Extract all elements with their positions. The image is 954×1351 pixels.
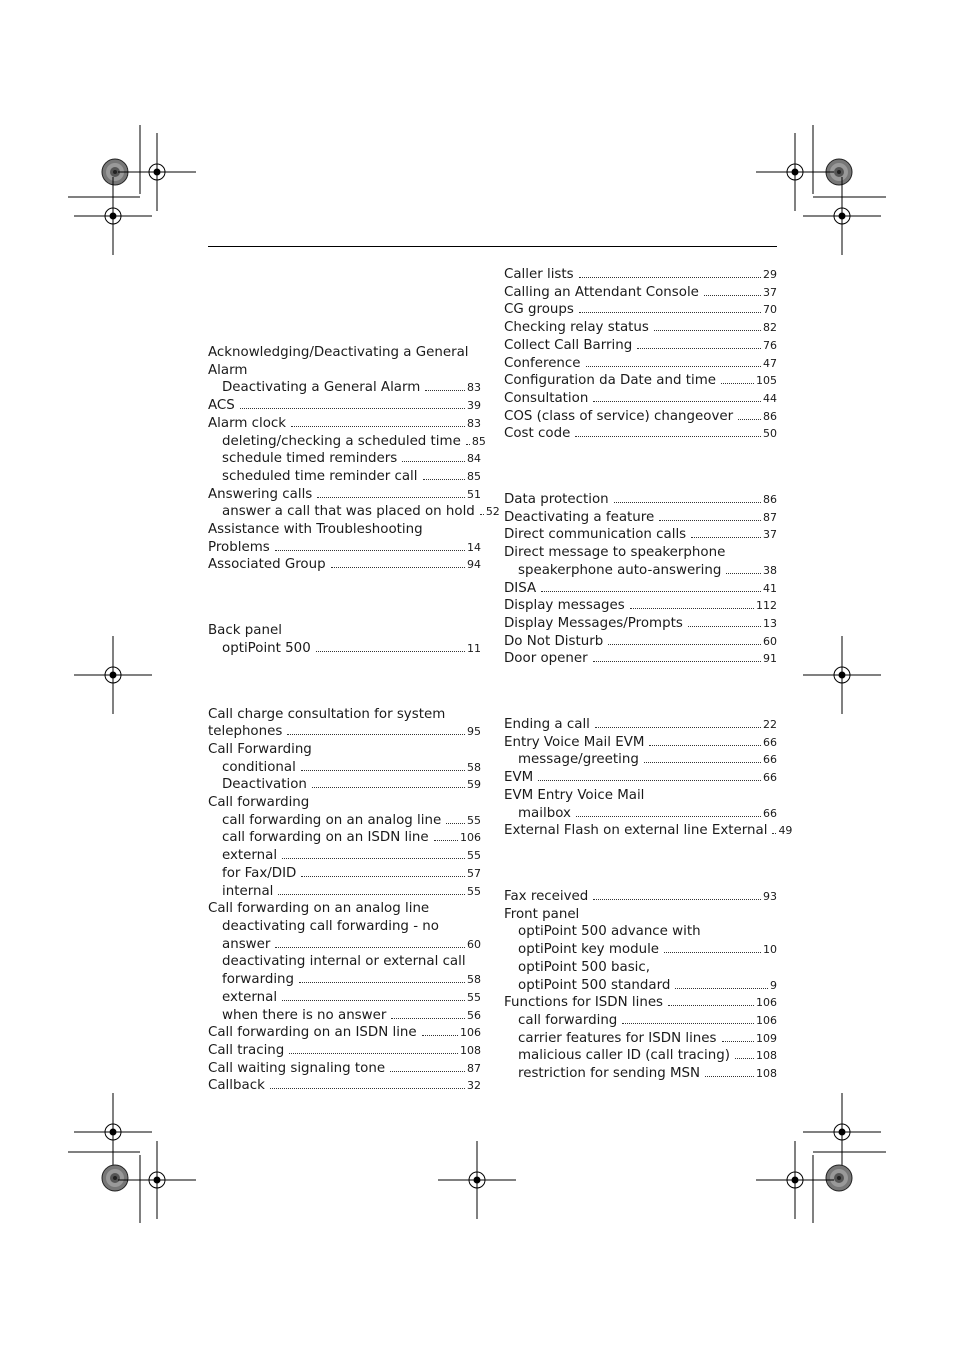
index-entry bbox=[208, 794, 481, 812]
registration-crosshair bbox=[74, 636, 152, 714]
page-number: 66 bbox=[763, 735, 777, 749]
index-entry bbox=[504, 1012, 777, 1030]
dot-leader bbox=[575, 436, 761, 437]
dot-leader bbox=[688, 626, 761, 627]
page-number: 105 bbox=[756, 374, 777, 388]
index-entry-label: optiPoint 500 standard bbox=[518, 977, 671, 993]
index-entry-label: external bbox=[222, 848, 278, 864]
dot-leader bbox=[275, 550, 465, 551]
index-entry-label: CG groups bbox=[504, 302, 574, 318]
page-number: 91 bbox=[763, 652, 777, 666]
index-entry-label: Call forwarding bbox=[208, 795, 310, 811]
page-number: 66 bbox=[763, 771, 777, 785]
index-entry-label: Back panel bbox=[208, 623, 282, 639]
dot-leader bbox=[275, 947, 465, 948]
index-entry-label: EVM Entry Voice Mail bbox=[504, 787, 645, 803]
index-entry-label: call forwarding on an ISDN line bbox=[222, 830, 429, 846]
index-entry bbox=[208, 433, 486, 451]
page-number: 87 bbox=[467, 1061, 481, 1075]
index-letter-group bbox=[208, 706, 481, 1095]
index-entry bbox=[504, 787, 777, 805]
dot-leader bbox=[579, 277, 761, 278]
dot-leader bbox=[289, 1053, 458, 1054]
index-entry bbox=[504, 941, 777, 959]
index-entry-label: optiPoint 500 advance with bbox=[518, 924, 701, 940]
page-number: 86 bbox=[763, 409, 777, 423]
page-number: 70 bbox=[763, 303, 777, 317]
page-number: 76 bbox=[763, 338, 777, 352]
page-number: 106 bbox=[460, 1026, 481, 1040]
index-entry bbox=[504, 372, 777, 390]
dot-leader bbox=[586, 366, 761, 367]
index-column-left bbox=[208, 344, 500, 1095]
index-entry-label: Call waiting signaling tone bbox=[208, 1060, 386, 1076]
index-entry-label: Direct communication calls bbox=[504, 527, 687, 543]
page-number: 112 bbox=[756, 599, 777, 613]
index-entry bbox=[504, 977, 777, 995]
index-letter-group bbox=[504, 266, 777, 443]
page-number: 38 bbox=[763, 563, 777, 577]
index-entry bbox=[208, 521, 481, 539]
index-entry-label: Deactivating a General Alarm bbox=[222, 380, 421, 396]
index-entry-label: Alarm clock bbox=[208, 415, 287, 431]
dot-leader bbox=[576, 816, 761, 817]
index-entry bbox=[208, 741, 481, 759]
index-entry-label: conditional bbox=[222, 759, 296, 775]
index-entry-label: Answering calls bbox=[208, 486, 313, 502]
dot-leader bbox=[659, 520, 761, 521]
index-entry-label: Entry Voice Mail EVM bbox=[504, 734, 645, 750]
dot-leader bbox=[738, 419, 761, 420]
index-entry-label: Call forwarding on an analog line bbox=[208, 901, 430, 917]
page-number: 58 bbox=[467, 973, 481, 987]
page-number: 57 bbox=[467, 866, 481, 880]
index-entry-label: Deactivation bbox=[222, 777, 307, 793]
index-entry-label: ACS bbox=[208, 398, 235, 414]
dot-leader bbox=[579, 312, 761, 313]
registration-crosshair bbox=[756, 133, 834, 211]
index-entry-label: External Flash on external line External bbox=[504, 823, 768, 839]
index-entry bbox=[208, 1077, 481, 1095]
page-number: 41 bbox=[763, 581, 777, 595]
index-entry-label: restriction for sending MSN bbox=[518, 1066, 701, 1082]
index-entry bbox=[208, 847, 481, 865]
page-number: 84 bbox=[467, 452, 481, 466]
page-number: 10 bbox=[763, 943, 777, 957]
index-entry-label: scheduled time reminder call bbox=[222, 468, 418, 484]
index-entry-label: external bbox=[222, 989, 278, 1005]
index-entry bbox=[504, 355, 777, 373]
index-entry-label: Acknowledging/Deactivating a General bbox=[208, 345, 469, 360]
dot-leader bbox=[595, 727, 761, 728]
index-entry-label: Checking relay status bbox=[504, 320, 649, 336]
page-number: 82 bbox=[763, 321, 777, 335]
index-entry bbox=[504, 888, 777, 906]
index-letter-group bbox=[504, 716, 793, 840]
page-number: 85 bbox=[467, 469, 481, 483]
index-entry-label: telephones bbox=[208, 724, 283, 740]
index-entry bbox=[208, 706, 481, 724]
dot-leader bbox=[654, 330, 761, 331]
dot-leader bbox=[466, 444, 470, 445]
index-entry-label: Data protection bbox=[504, 492, 609, 508]
index-entry-label: Do Not Disturb bbox=[504, 633, 604, 649]
index-entry bbox=[504, 562, 777, 580]
index-entry bbox=[504, 1047, 777, 1065]
index-entry-label: Callback bbox=[208, 1078, 265, 1094]
page-number: 9 bbox=[770, 978, 777, 992]
index-entry bbox=[504, 734, 777, 752]
index-letter-group bbox=[208, 622, 481, 657]
page-number: 86 bbox=[763, 493, 777, 507]
dot-leader bbox=[480, 514, 484, 515]
dot-leader bbox=[668, 1005, 754, 1006]
index-entry-label: for Fax/DID bbox=[222, 865, 297, 881]
page-number: 93 bbox=[763, 889, 777, 903]
index-entry bbox=[208, 971, 481, 989]
index-entry-label: message/greeting bbox=[518, 752, 639, 768]
index-entry-label: Display messages bbox=[504, 598, 625, 614]
index-entry-label: Call Forwarding bbox=[208, 741, 312, 757]
index-entry bbox=[208, 900, 481, 918]
dot-leader bbox=[630, 608, 754, 609]
index-entry bbox=[208, 953, 481, 971]
dot-leader bbox=[240, 408, 465, 409]
index-entry bbox=[208, 344, 481, 362]
index-entry bbox=[208, 486, 481, 504]
color-calibration-target bbox=[826, 1165, 852, 1191]
registration-crosshair bbox=[803, 1093, 881, 1171]
index-entry-label: answer a call that was placed on hold bbox=[222, 504, 475, 520]
dot-leader bbox=[425, 390, 465, 391]
index-entry bbox=[208, 776, 481, 794]
index-entry bbox=[208, 829, 481, 847]
index-entry-label: COS (class of service) changeover bbox=[504, 408, 734, 424]
dot-leader bbox=[446, 823, 465, 824]
index-entry bbox=[208, 936, 481, 954]
index-entry-label: malicious caller ID (call tracing) bbox=[518, 1048, 730, 1064]
index-entry bbox=[504, 491, 777, 509]
registration-crosshair bbox=[756, 1141, 834, 1219]
page-number: 52 bbox=[485, 505, 500, 519]
page-number: 108 bbox=[460, 1043, 481, 1057]
index-entry-label: Assistance with Troubleshooting bbox=[208, 522, 423, 538]
index-entry bbox=[208, 539, 481, 557]
dot-leader bbox=[391, 1018, 465, 1019]
page-number: 83 bbox=[467, 381, 481, 395]
registration-crosshair bbox=[118, 133, 196, 211]
index-entry bbox=[208, 723, 481, 741]
dot-leader bbox=[721, 383, 754, 384]
page-number: 13 bbox=[763, 616, 777, 630]
dot-leader bbox=[538, 780, 761, 781]
index-entry-label: Consultation bbox=[504, 390, 589, 406]
dot-leader bbox=[593, 401, 761, 402]
index-entry bbox=[208, 989, 481, 1007]
dot-leader bbox=[608, 644, 761, 645]
dot-leader bbox=[772, 833, 776, 834]
index-entry-label: call forwarding on an analog line bbox=[222, 812, 442, 828]
index-entry-label: Problems bbox=[208, 539, 270, 555]
index-entry bbox=[208, 1060, 481, 1078]
index-entry bbox=[208, 1007, 481, 1025]
page-number: 87 bbox=[763, 510, 777, 524]
page-number: 60 bbox=[467, 937, 481, 951]
dot-leader bbox=[622, 1023, 754, 1024]
index-entry-label: Call charge consultation for system bbox=[208, 706, 446, 722]
page-number: 94 bbox=[467, 558, 481, 572]
index-entry-label: Cost code bbox=[504, 426, 571, 442]
dot-leader bbox=[593, 661, 761, 662]
dot-leader bbox=[434, 840, 458, 841]
page-number: 55 bbox=[467, 884, 481, 898]
registration-crosshair bbox=[803, 636, 881, 714]
index-entry-label: answer bbox=[222, 936, 271, 952]
dot-leader bbox=[316, 651, 465, 652]
index-entry bbox=[504, 650, 777, 668]
index-entry-label: Call tracing bbox=[208, 1042, 285, 1058]
index-entry-label: EVM bbox=[504, 770, 534, 786]
index-entry-label: Front panel bbox=[504, 906, 580, 922]
index-entry bbox=[504, 633, 777, 651]
index-entry bbox=[208, 812, 481, 830]
index-entry-label: optiPoint 500 basic, bbox=[518, 959, 651, 975]
index-entry-label: Caller lists bbox=[504, 267, 574, 282]
index-entry-label: mailbox bbox=[518, 805, 571, 821]
index-entry bbox=[504, 526, 777, 544]
page-number: 47 bbox=[763, 356, 777, 370]
page-number: 66 bbox=[763, 753, 777, 767]
page-number: 83 bbox=[467, 416, 481, 430]
page-number: 56 bbox=[467, 1008, 481, 1022]
dot-leader bbox=[390, 1071, 465, 1072]
index-entry-label: DISA bbox=[504, 580, 537, 596]
page-number: 39 bbox=[467, 399, 481, 413]
index-entry bbox=[504, 266, 777, 284]
dot-leader bbox=[704, 295, 761, 296]
index-entry bbox=[504, 390, 777, 408]
page-number: 55 bbox=[467, 990, 481, 1004]
index-entry-label: when there is no answer bbox=[222, 1007, 387, 1023]
page-number: 37 bbox=[763, 528, 777, 542]
dot-leader bbox=[301, 770, 465, 771]
index-entry bbox=[208, 622, 481, 640]
dot-leader bbox=[649, 745, 761, 746]
index-entry bbox=[504, 284, 777, 302]
index-entry-label: Alarm bbox=[208, 362, 248, 378]
index-entry bbox=[504, 1065, 777, 1083]
dot-leader bbox=[423, 479, 466, 480]
dot-leader bbox=[282, 1000, 465, 1001]
index-entry bbox=[504, 425, 777, 443]
index-entry-label: Direct message to speakerphone bbox=[504, 545, 726, 561]
page-number: 95 bbox=[467, 725, 481, 739]
page-number: 108 bbox=[756, 1067, 777, 1081]
dot-leader bbox=[637, 348, 761, 349]
index-letter-group bbox=[504, 491, 777, 668]
page-number: 29 bbox=[763, 268, 777, 281]
dot-leader bbox=[287, 734, 465, 735]
header-rule bbox=[208, 246, 777, 247]
page-number: 37 bbox=[763, 285, 777, 299]
index-entry bbox=[504, 923, 777, 941]
index-entry bbox=[208, 556, 481, 574]
page-number: 108 bbox=[756, 1049, 777, 1063]
page-number: 106 bbox=[460, 831, 481, 845]
dot-leader bbox=[317, 497, 465, 498]
index-entry bbox=[504, 751, 777, 769]
index-entry bbox=[208, 865, 481, 883]
index-entry bbox=[208, 1024, 481, 1042]
index-entry bbox=[504, 337, 777, 355]
index-entry-label: carrier features for ISDN lines bbox=[518, 1030, 717, 1046]
index-entry bbox=[504, 580, 777, 598]
dot-leader bbox=[664, 952, 761, 953]
index-entry bbox=[504, 544, 777, 562]
index-entry bbox=[504, 615, 777, 633]
index-entry bbox=[504, 906, 777, 924]
index-entry-label: Collect Call Barring bbox=[504, 337, 633, 353]
page-number: 60 bbox=[763, 634, 777, 648]
index-entry-label: Associated Group bbox=[208, 557, 326, 573]
index-entry bbox=[208, 362, 481, 380]
dot-leader bbox=[270, 1088, 465, 1089]
dot-leader bbox=[593, 899, 761, 900]
index-entry-label: forwarding bbox=[222, 972, 295, 988]
dot-leader bbox=[644, 762, 761, 763]
index-entry-label: Ending a call bbox=[504, 717, 590, 733]
index-entry-label: internal bbox=[222, 883, 274, 899]
index-entry-label: schedule timed reminders bbox=[222, 451, 398, 467]
page-number: 14 bbox=[467, 540, 481, 554]
color-calibration-target bbox=[102, 1165, 128, 1191]
index-entry-label: call forwarding bbox=[518, 1012, 618, 1028]
index-entry bbox=[504, 1030, 777, 1048]
index-entry-label: Calling an Attendant Console bbox=[504, 284, 699, 300]
dot-leader bbox=[331, 567, 465, 568]
index-entry bbox=[208, 415, 481, 433]
page-number: 11 bbox=[467, 641, 481, 655]
page-number: 55 bbox=[467, 849, 481, 863]
page-number: 44 bbox=[763, 391, 777, 405]
index-entry bbox=[504, 408, 777, 426]
index-entry bbox=[208, 450, 481, 468]
page-number: 32 bbox=[467, 1079, 481, 1093]
page-number: 106 bbox=[756, 1013, 777, 1027]
registration-crosshair bbox=[118, 1141, 196, 1219]
index-entry bbox=[504, 805, 777, 823]
index-entry-label: optiPoint key module bbox=[518, 942, 660, 958]
index-entry bbox=[504, 301, 777, 319]
index-entry bbox=[208, 468, 481, 486]
dot-leader bbox=[541, 591, 761, 592]
index-entry-label: Display Messages/Prompts bbox=[504, 615, 683, 631]
dot-leader bbox=[614, 502, 761, 503]
page-number: 55 bbox=[467, 813, 481, 827]
dot-leader bbox=[675, 988, 768, 989]
index-entry-label: Call forwarding on an ISDN line bbox=[208, 1025, 417, 1041]
index-entry-label: deactivating call forwarding - no bbox=[222, 918, 439, 934]
index-entry-label: Fax received bbox=[504, 888, 589, 904]
index-entry-label: deactivating internal or external call bbox=[222, 954, 466, 970]
dot-leader bbox=[291, 426, 465, 427]
index-entry bbox=[208, 1042, 481, 1060]
index-entry bbox=[504, 959, 777, 977]
index-entry bbox=[504, 509, 777, 527]
index-entry-label: Door opener bbox=[504, 651, 588, 667]
dot-leader bbox=[402, 461, 465, 462]
dot-leader bbox=[691, 537, 761, 538]
index-entry bbox=[504, 994, 777, 1012]
index-entry bbox=[504, 769, 777, 787]
index-entry bbox=[208, 397, 481, 415]
index-entry bbox=[504, 716, 777, 734]
dot-leader bbox=[722, 1041, 755, 1042]
page-number: 106 bbox=[756, 996, 777, 1010]
index-entry bbox=[504, 319, 777, 337]
index-entry bbox=[504, 822, 793, 840]
dot-leader bbox=[726, 573, 761, 574]
registration-crosshair bbox=[438, 1141, 516, 1219]
dot-leader bbox=[299, 982, 465, 983]
index-entry bbox=[504, 597, 777, 615]
index-entry bbox=[208, 640, 481, 658]
dot-leader bbox=[705, 1076, 754, 1077]
index-entry bbox=[208, 379, 481, 397]
page-number: 50 bbox=[763, 427, 777, 441]
index-entry-label: speakerphone auto-answering bbox=[518, 562, 722, 578]
index-entry bbox=[208, 503, 500, 521]
page-number: 85 bbox=[471, 434, 486, 448]
page-number: 49 bbox=[778, 824, 793, 838]
index-entry bbox=[208, 759, 481, 777]
page-number: 58 bbox=[467, 760, 481, 774]
dot-leader bbox=[422, 1035, 458, 1036]
dot-leader bbox=[278, 894, 465, 895]
dot-leader bbox=[282, 858, 465, 859]
page-number: 59 bbox=[467, 778, 481, 792]
index-entry-label: deleting/checking a scheduled time bbox=[222, 433, 461, 449]
page-number: 51 bbox=[467, 487, 481, 501]
registration-crosshair bbox=[803, 177, 881, 255]
dot-leader bbox=[301, 876, 465, 877]
page-number: 22 bbox=[763, 718, 777, 732]
page-number: 109 bbox=[756, 1031, 777, 1045]
dot-leader bbox=[312, 787, 465, 788]
index-letter-group bbox=[208, 344, 500, 574]
index-entry-label: Configuration da Date and time bbox=[504, 373, 716, 389]
dot-leader bbox=[735, 1058, 754, 1059]
index-entry-label: Conference bbox=[504, 355, 581, 371]
index-entry-label: Deactivating a feature bbox=[504, 509, 655, 525]
page-number: 66 bbox=[763, 806, 777, 820]
index-letter-group bbox=[504, 888, 777, 1083]
index-entry-label: optiPoint 500 bbox=[222, 640, 311, 656]
index-column-right bbox=[504, 266, 793, 1083]
index-entry bbox=[208, 883, 481, 901]
index-entry-label: Functions for ISDN lines bbox=[504, 995, 664, 1011]
index-entry bbox=[208, 918, 481, 936]
